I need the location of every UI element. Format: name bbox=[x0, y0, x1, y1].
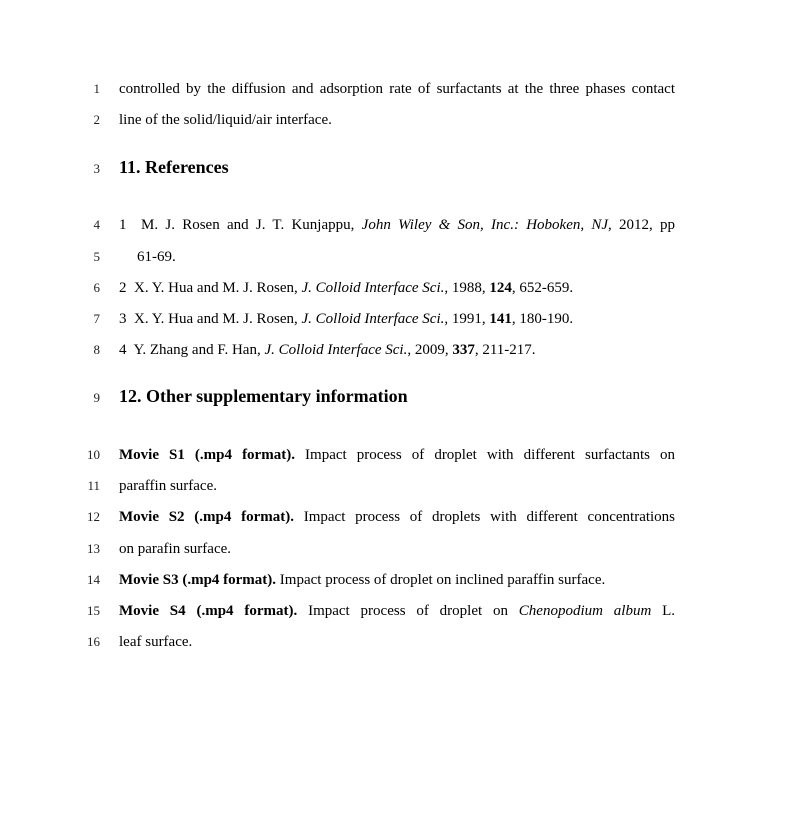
movie-entry bbox=[119, 602, 675, 620]
reference-authors: M. J. Rosen and J. T. Kunjappu, bbox=[141, 217, 355, 233]
line-number: 10 bbox=[87, 447, 100, 462]
reference-journal: J. Colloid Interface Sci. bbox=[301, 280, 445, 296]
reference-year: , 2009, bbox=[407, 342, 449, 358]
movie-label: Movie S4 (.mp4 format). bbox=[119, 603, 298, 619]
line-number: 4 bbox=[93, 217, 100, 232]
movie-label: Movie S1 (.mp4 format). bbox=[119, 447, 295, 463]
line-number: 8 bbox=[93, 342, 100, 357]
movie-description: Impact process of droplet on inclined paraffin surface. bbox=[279, 572, 606, 588]
reference-number: 3 bbox=[119, 311, 127, 327]
reference-authors: Y. Zhang and F. Han, bbox=[133, 342, 261, 358]
reference-entry bbox=[119, 310, 675, 328]
line-number: 9 bbox=[93, 390, 100, 405]
reference-details: , 2012, pp bbox=[608, 217, 676, 233]
species-name: Chenopodium album bbox=[518, 603, 652, 619]
line-number: 2 bbox=[93, 112, 100, 127]
reference-publisher: John Wiley & Son, Inc.: Hoboken, NJ bbox=[361, 217, 609, 233]
reference-pages: , 652-659. bbox=[511, 280, 574, 296]
line-number: 16 bbox=[87, 634, 100, 649]
movie-entry bbox=[119, 571, 675, 589]
body-text-line: leaf surface. bbox=[119, 634, 193, 650]
reference-entry bbox=[119, 279, 675, 297]
movie-description: Impact process of droplet with different surfactants on bbox=[305, 447, 676, 463]
reference-pages: , 211-217. bbox=[474, 342, 536, 358]
reference-entry bbox=[119, 341, 675, 359]
line-number: 12 bbox=[87, 509, 100, 524]
reference-year: , 1991, bbox=[444, 311, 486, 327]
body-text-line: controlled by the diffusion and adsorption rate of surfactants at the three phases contact bbox=[119, 81, 675, 97]
reference-number: 1 bbox=[119, 217, 127, 233]
reference-pages: , 180-190. bbox=[511, 311, 574, 327]
section-heading-references: 11. References bbox=[119, 157, 229, 177]
reference-authors: X. Y. Hua and M. J. Rosen, bbox=[134, 311, 298, 327]
movie-entry bbox=[119, 508, 675, 526]
line-number: 13 bbox=[87, 541, 100, 556]
line-number: 7 bbox=[93, 311, 100, 326]
reference-number: 2 bbox=[119, 280, 127, 296]
reference-continuation: 61-69. bbox=[137, 249, 176, 265]
line-number: 1 bbox=[93, 81, 100, 96]
reference-volume: 124 bbox=[489, 280, 512, 296]
line-number: 5 bbox=[93, 249, 100, 264]
reference-volume: 337 bbox=[452, 342, 475, 358]
movie-entry bbox=[119, 446, 675, 464]
reference-journal: J. Colloid Interface Sci. bbox=[301, 311, 445, 327]
reference-year: , 1988, bbox=[444, 280, 486, 296]
reference-authors: X. Y. Hua and M. J. Rosen, bbox=[134, 280, 298, 296]
movie-label: Movie S3 (.mp4 format). bbox=[119, 572, 277, 588]
line-number: 11 bbox=[87, 478, 100, 493]
body-text-line: on parafin surface. bbox=[119, 541, 232, 557]
section-heading-supplementary: 12. Other supplementary information bbox=[119, 386, 408, 406]
line-number: 14 bbox=[87, 572, 100, 587]
body-text-line: paraffin surface. bbox=[119, 478, 217, 494]
reference-journal: J. Colloid Interface Sci. bbox=[264, 342, 408, 358]
species-suffix: L. bbox=[662, 603, 676, 619]
line-number: 3 bbox=[93, 161, 100, 176]
line-number: 6 bbox=[93, 280, 100, 295]
body-text-line: line of the solid/liquid/air interface. bbox=[119, 112, 332, 128]
movie-description: Impact process of droplet on bbox=[308, 603, 508, 619]
reference-volume: 141 bbox=[489, 311, 512, 327]
movie-label: Movie S2 (.mp4 format). bbox=[119, 509, 294, 525]
movie-description: Impact process of droplets with different concentrations bbox=[303, 509, 676, 525]
reference-number: 4 bbox=[119, 342, 127, 358]
reference-entry bbox=[119, 216, 675, 234]
line-number: 15 bbox=[87, 603, 100, 618]
